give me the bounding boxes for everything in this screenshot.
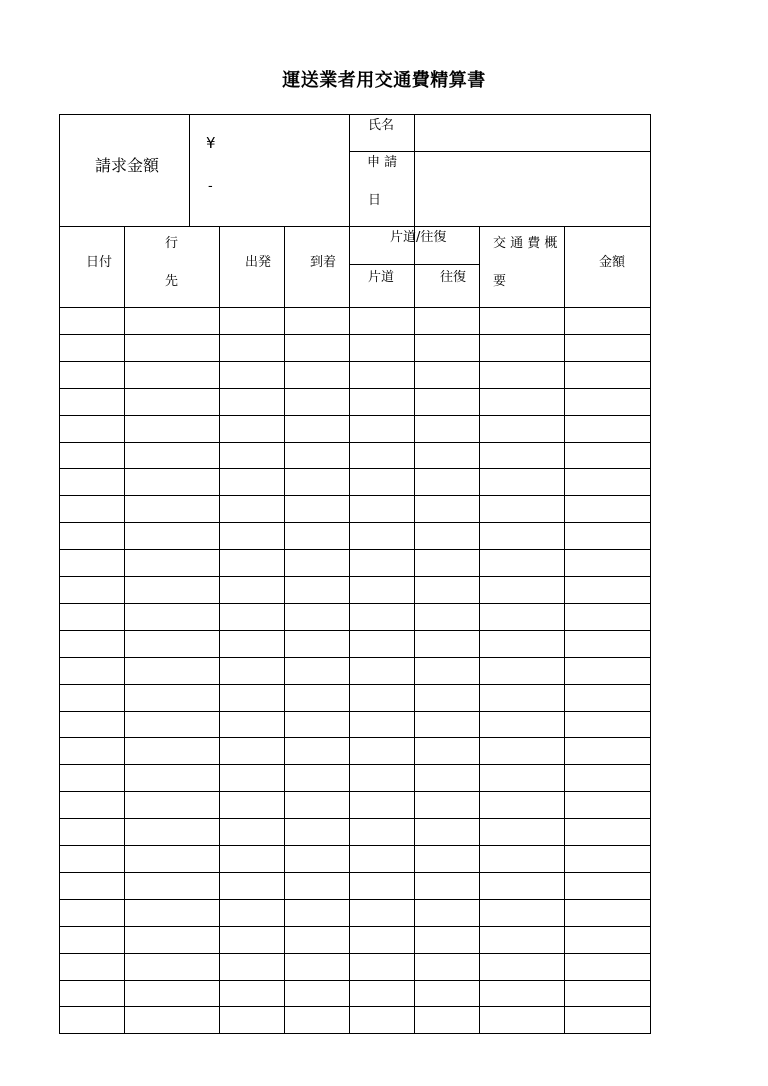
- row-cell-destination[interactable]: [125, 631, 219, 657]
- row-cell-amount[interactable]: [565, 550, 650, 576]
- row-cell-amount[interactable]: [565, 604, 650, 630]
- row-cell-departure[interactable]: [220, 577, 284, 603]
- row-cell-round-trip[interactable]: [415, 685, 479, 711]
- row-cell-destination[interactable]: [125, 335, 219, 361]
- row-cell-destination[interactable]: [125, 792, 219, 818]
- row-cell-summary[interactable]: [480, 308, 564, 334]
- row-cell-arrival[interactable]: [285, 738, 349, 764]
- row-cell-amount[interactable]: [565, 685, 650, 711]
- row-cell-arrival[interactable]: [285, 308, 349, 334]
- row-cell-arrival[interactable]: [285, 658, 349, 684]
- row-cell-destination[interactable]: [125, 658, 219, 684]
- row-cell-destination[interactable]: [125, 685, 219, 711]
- row-cell-one-way[interactable]: [350, 658, 414, 684]
- row-cell-departure[interactable]: [220, 469, 284, 495]
- row-cell-one-way[interactable]: [350, 577, 414, 603]
- row-cell-round-trip[interactable]: [415, 469, 479, 495]
- row-cell-amount[interactable]: [565, 819, 650, 845]
- row-cell-departure[interactable]: [220, 954, 284, 980]
- row-cell-summary[interactable]: [480, 873, 564, 899]
- row-cell-amount[interactable]: [565, 335, 650, 361]
- row-cell-summary[interactable]: [480, 631, 564, 657]
- row-cell-amount[interactable]: [565, 1007, 650, 1033]
- form-border-right: [650, 114, 651, 1034]
- row-cell-summary[interactable]: [480, 738, 564, 764]
- form-border-top: [59, 114, 651, 115]
- row-cell-departure[interactable]: [220, 819, 284, 845]
- row-cell-departure[interactable]: [220, 712, 284, 738]
- row-cell-arrival[interactable]: [285, 873, 349, 899]
- row-cell-arrival[interactable]: [285, 496, 349, 522]
- row-cell-date[interactable]: [60, 900, 124, 926]
- row-cell-one-way[interactable]: [350, 738, 414, 764]
- row-cell-amount[interactable]: [565, 873, 650, 899]
- row-cell-arrival[interactable]: [285, 927, 349, 953]
- row-cell-amount[interactable]: [565, 577, 650, 603]
- row-cell-destination[interactable]: [125, 416, 219, 442]
- row-cell-arrival[interactable]: [285, 443, 349, 469]
- row-cell-summary[interactable]: [480, 335, 564, 361]
- claim-amount-label: 請求金額: [95, 156, 160, 175]
- row-cell-round-trip[interactable]: [415, 362, 479, 388]
- name-label: 氏名: [368, 118, 395, 133]
- row-cell-amount[interactable]: [565, 792, 650, 818]
- row-cell-departure[interactable]: [220, 416, 284, 442]
- row-cell-destination[interactable]: [125, 846, 219, 872]
- row-cell-one-way[interactable]: [350, 819, 414, 845]
- row-cell-departure[interactable]: [220, 550, 284, 576]
- row-cell-departure[interactable]: [220, 658, 284, 684]
- row-cell-destination[interactable]: [125, 469, 219, 495]
- row-cell-amount[interactable]: [565, 416, 650, 442]
- row-cell-summary[interactable]: [480, 469, 564, 495]
- row-cell-summary[interactable]: [480, 577, 564, 603]
- row-cell-arrival[interactable]: [285, 335, 349, 361]
- row-cell-destination[interactable]: [125, 873, 219, 899]
- row-cell-departure[interactable]: [220, 685, 284, 711]
- row-cell-one-way[interactable]: [350, 631, 414, 657]
- row-cell-destination[interactable]: [125, 389, 219, 415]
- row-cell-amount[interactable]: [565, 631, 650, 657]
- row-cell-round-trip[interactable]: [415, 738, 479, 764]
- row-cell-summary[interactable]: [480, 792, 564, 818]
- row-cell-destination[interactable]: [125, 954, 219, 980]
- row-cell-destination[interactable]: [125, 604, 219, 630]
- row-cell-one-way[interactable]: [350, 362, 414, 388]
- row-cell-date[interactable]: [60, 873, 124, 899]
- row-cell-destination[interactable]: [125, 577, 219, 603]
- row-cell-date[interactable]: [60, 523, 124, 549]
- row-cell-amount[interactable]: [565, 712, 650, 738]
- row-cell-destination[interactable]: [125, 308, 219, 334]
- row-cell-date[interactable]: [60, 550, 124, 576]
- header-round-trip: 往復: [440, 270, 467, 285]
- row-cell-summary[interactable]: [480, 765, 564, 791]
- row-cell-round-trip[interactable]: [415, 927, 479, 953]
- row-cell-round-trip[interactable]: [415, 523, 479, 549]
- row-cell-destination[interactable]: [125, 443, 219, 469]
- row-cell-arrival[interactable]: [285, 577, 349, 603]
- row-cell-date[interactable]: [60, 577, 124, 603]
- row-cell-date[interactable]: [60, 765, 124, 791]
- row-cell-one-way[interactable]: [350, 416, 414, 442]
- row-cell-arrival[interactable]: [285, 819, 349, 845]
- row-cell-amount[interactable]: [565, 362, 650, 388]
- row-cell-summary[interactable]: [480, 819, 564, 845]
- row-cell-round-trip[interactable]: [415, 954, 479, 980]
- row-cell-amount[interactable]: [565, 389, 650, 415]
- row-cell-date[interactable]: [60, 792, 124, 818]
- row-cell-one-way[interactable]: [350, 846, 414, 872]
- header-amount: 金額: [599, 255, 626, 270]
- row-cell-one-way[interactable]: [350, 981, 414, 1007]
- row-cell-date[interactable]: [60, 685, 124, 711]
- trip-subheader-divider: [349, 264, 480, 265]
- row-cell-arrival[interactable]: [285, 469, 349, 495]
- row-cell-round-trip[interactable]: [415, 981, 479, 1007]
- header-summary-line2: 要: [493, 274, 507, 289]
- row-cell-date[interactable]: [60, 496, 124, 522]
- row-cell-summary[interactable]: [480, 443, 564, 469]
- row-cell-destination[interactable]: [125, 738, 219, 764]
- row-cell-date[interactable]: [60, 416, 124, 442]
- row-cell-departure[interactable]: [220, 900, 284, 926]
- row-cell-amount[interactable]: [565, 900, 650, 926]
- row-cell-round-trip[interactable]: [415, 1007, 479, 1033]
- row-cell-date[interactable]: [60, 658, 124, 684]
- row-cell-date[interactable]: [60, 954, 124, 980]
- row-cell-date[interactable]: [60, 443, 124, 469]
- row-cell-summary[interactable]: [480, 1007, 564, 1033]
- row-cell-date[interactable]: [60, 738, 124, 764]
- row-cell-destination[interactable]: [125, 819, 219, 845]
- row-cell-arrival[interactable]: [285, 954, 349, 980]
- date-label-line1: 申 請: [367, 155, 398, 170]
- row-cell-destination[interactable]: [125, 1007, 219, 1033]
- row-cell-arrival[interactable]: [285, 792, 349, 818]
- row-cell-round-trip[interactable]: [415, 819, 479, 845]
- row-cell-round-trip[interactable]: [415, 496, 479, 522]
- row-cell-summary[interactable]: [480, 362, 564, 388]
- row-cell-date[interactable]: [60, 846, 124, 872]
- row-cell-round-trip[interactable]: [415, 873, 479, 899]
- amount-divider: [189, 114, 190, 227]
- row-cell-arrival[interactable]: [285, 712, 349, 738]
- row-cell-one-way[interactable]: [350, 604, 414, 630]
- row-cell-date[interactable]: [60, 631, 124, 657]
- row-cell-arrival[interactable]: [285, 981, 349, 1007]
- row-cell-round-trip[interactable]: [415, 389, 479, 415]
- row-cell-destination[interactable]: [125, 927, 219, 953]
- row-cell-date[interactable]: [60, 927, 124, 953]
- header-departure: 出発: [245, 255, 272, 270]
- row-cell-round-trip[interactable]: [415, 900, 479, 926]
- row-cell-date[interactable]: [60, 469, 124, 495]
- row-cell-amount[interactable]: [565, 981, 650, 1007]
- header-date: 日付: [86, 255, 113, 270]
- row-cell-arrival[interactable]: [285, 604, 349, 630]
- row-cell-amount[interactable]: [565, 523, 650, 549]
- row-cell-summary[interactable]: [480, 389, 564, 415]
- row-cell-one-way[interactable]: [350, 335, 414, 361]
- row-cell-one-way[interactable]: [350, 792, 414, 818]
- row-cell-amount[interactable]: [565, 496, 650, 522]
- row-cell-one-way[interactable]: [350, 900, 414, 926]
- row-cell-departure[interactable]: [220, 738, 284, 764]
- row-cell-round-trip[interactable]: [415, 658, 479, 684]
- row-cell-destination[interactable]: [125, 900, 219, 926]
- row-cell-amount[interactable]: [565, 846, 650, 872]
- row-cell-summary[interactable]: [480, 523, 564, 549]
- row-cell-destination[interactable]: [125, 765, 219, 791]
- row-cell-departure[interactable]: [220, 927, 284, 953]
- row-cell-one-way[interactable]: [350, 469, 414, 495]
- row-cell-destination[interactable]: [125, 981, 219, 1007]
- row-cell-summary[interactable]: [480, 550, 564, 576]
- row-cell-round-trip[interactable]: [415, 631, 479, 657]
- row-cell-departure[interactable]: [220, 496, 284, 522]
- row-cell-date[interactable]: [60, 389, 124, 415]
- row-cell-departure[interactable]: [220, 389, 284, 415]
- row-cell-destination[interactable]: [125, 523, 219, 549]
- row-cell-one-way[interactable]: [350, 496, 414, 522]
- row-cell-summary[interactable]: [480, 954, 564, 980]
- row-cell-departure[interactable]: [220, 792, 284, 818]
- row-cell-date[interactable]: [60, 308, 124, 334]
- row-cell-date[interactable]: [60, 981, 124, 1007]
- claim-amount-value[interactable]: -: [208, 179, 213, 194]
- row-cell-date[interactable]: [60, 1007, 124, 1033]
- row-cell-amount[interactable]: [565, 469, 650, 495]
- row-cell-date[interactable]: [60, 604, 124, 630]
- row-cell-destination[interactable]: [125, 712, 219, 738]
- row-cell-one-way[interactable]: [350, 712, 414, 738]
- row-cell-arrival[interactable]: [285, 631, 349, 657]
- name-label-divider: [414, 114, 415, 227]
- row-cell-departure[interactable]: [220, 765, 284, 791]
- row-cell-amount[interactable]: [565, 658, 650, 684]
- row-cell-one-way[interactable]: [350, 954, 414, 980]
- row-cell-round-trip[interactable]: [415, 792, 479, 818]
- row-cell-one-way[interactable]: [350, 550, 414, 576]
- row-cell-summary[interactable]: [480, 658, 564, 684]
- row-cell-one-way[interactable]: [350, 443, 414, 469]
- row-cell-summary[interactable]: [480, 685, 564, 711]
- row-cell-round-trip[interactable]: [415, 550, 479, 576]
- row-cell-one-way[interactable]: [350, 685, 414, 711]
- row-cell-arrival[interactable]: [285, 1007, 349, 1033]
- row-cell-round-trip[interactable]: [415, 765, 479, 791]
- row-cell-round-trip[interactable]: [415, 416, 479, 442]
- row-cell-departure[interactable]: [220, 523, 284, 549]
- header-summary-line1: 交 通 費 概: [493, 236, 558, 251]
- row-cell-amount[interactable]: [565, 927, 650, 953]
- row-cell-round-trip[interactable]: [415, 443, 479, 469]
- row-cell-arrival[interactable]: [285, 846, 349, 872]
- row-cell-summary[interactable]: [480, 712, 564, 738]
- row-cell-one-way[interactable]: [350, 927, 414, 953]
- row-cell-arrival[interactable]: [285, 362, 349, 388]
- form-border-bottom: [59, 1033, 651, 1034]
- row-cell-departure[interactable]: [220, 1007, 284, 1033]
- row-cell-summary[interactable]: [480, 496, 564, 522]
- row-cell-departure[interactable]: [220, 873, 284, 899]
- row-cell-destination[interactable]: [125, 362, 219, 388]
- row-cell-departure[interactable]: [220, 308, 284, 334]
- header-trip-group: 片道/往復: [390, 230, 447, 245]
- date-label-line2: 日: [368, 193, 382, 208]
- row-cell-destination[interactable]: [125, 496, 219, 522]
- row-cell-departure[interactable]: [220, 335, 284, 361]
- document-title: 運送業者用交通費精算書: [282, 70, 486, 91]
- header-one-way: 片道: [368, 270, 395, 285]
- row-cell-arrival[interactable]: [285, 765, 349, 791]
- row-cell-amount[interactable]: [565, 308, 650, 334]
- header-destination-line1: 行: [165, 236, 179, 251]
- row-cell-arrival[interactable]: [285, 416, 349, 442]
- row-cell-round-trip[interactable]: [415, 577, 479, 603]
- name-date-divider: [349, 151, 651, 152]
- row-cell-amount[interactable]: [565, 765, 650, 791]
- row-cell-summary[interactable]: [480, 604, 564, 630]
- row-cell-one-way[interactable]: [350, 765, 414, 791]
- header-destination-line2: 先: [165, 274, 179, 289]
- name-section-divider: [349, 114, 350, 227]
- row-cell-one-way[interactable]: [350, 873, 414, 899]
- row-cell-arrival[interactable]: [285, 685, 349, 711]
- header-section-bottom: [59, 226, 651, 227]
- row-cell-departure[interactable]: [220, 631, 284, 657]
- row-cell-date[interactable]: [60, 362, 124, 388]
- yen-symbol: ¥: [206, 134, 216, 152]
- row-cell-departure[interactable]: [220, 604, 284, 630]
- row-cell-departure[interactable]: [220, 981, 284, 1007]
- row-cell-departure[interactable]: [220, 362, 284, 388]
- row-cell-round-trip[interactable]: [415, 846, 479, 872]
- row-cell-departure[interactable]: [220, 443, 284, 469]
- row-cell-one-way[interactable]: [350, 389, 414, 415]
- row-cell-one-way[interactable]: [350, 308, 414, 334]
- row-cell-summary[interactable]: [480, 416, 564, 442]
- row-cell-arrival[interactable]: [285, 389, 349, 415]
- row-cell-departure[interactable]: [220, 846, 284, 872]
- row-cell-date[interactable]: [60, 712, 124, 738]
- row-cell-arrival[interactable]: [285, 550, 349, 576]
- row-cell-amount[interactable]: [565, 738, 650, 764]
- row-cell-destination[interactable]: [125, 550, 219, 576]
- row-cell-amount[interactable]: [565, 443, 650, 469]
- row-cell-round-trip[interactable]: [415, 604, 479, 630]
- row-cell-summary[interactable]: [480, 846, 564, 872]
- row-cell-round-trip[interactable]: [415, 308, 479, 334]
- row-cell-summary[interactable]: [480, 900, 564, 926]
- row-cell-round-trip[interactable]: [415, 335, 479, 361]
- row-cell-date[interactable]: [60, 335, 124, 361]
- row-cell-amount[interactable]: [565, 954, 650, 980]
- row-cell-round-trip[interactable]: [415, 712, 479, 738]
- row-cell-summary[interactable]: [480, 981, 564, 1007]
- row-cell-arrival[interactable]: [285, 523, 349, 549]
- row-cell-one-way[interactable]: [350, 1007, 414, 1033]
- row-cell-one-way[interactable]: [350, 523, 414, 549]
- row-cell-arrival[interactable]: [285, 900, 349, 926]
- row-cell-date[interactable]: [60, 819, 124, 845]
- header-arrival: 到着: [310, 255, 337, 270]
- row-cell-summary[interactable]: [480, 927, 564, 953]
